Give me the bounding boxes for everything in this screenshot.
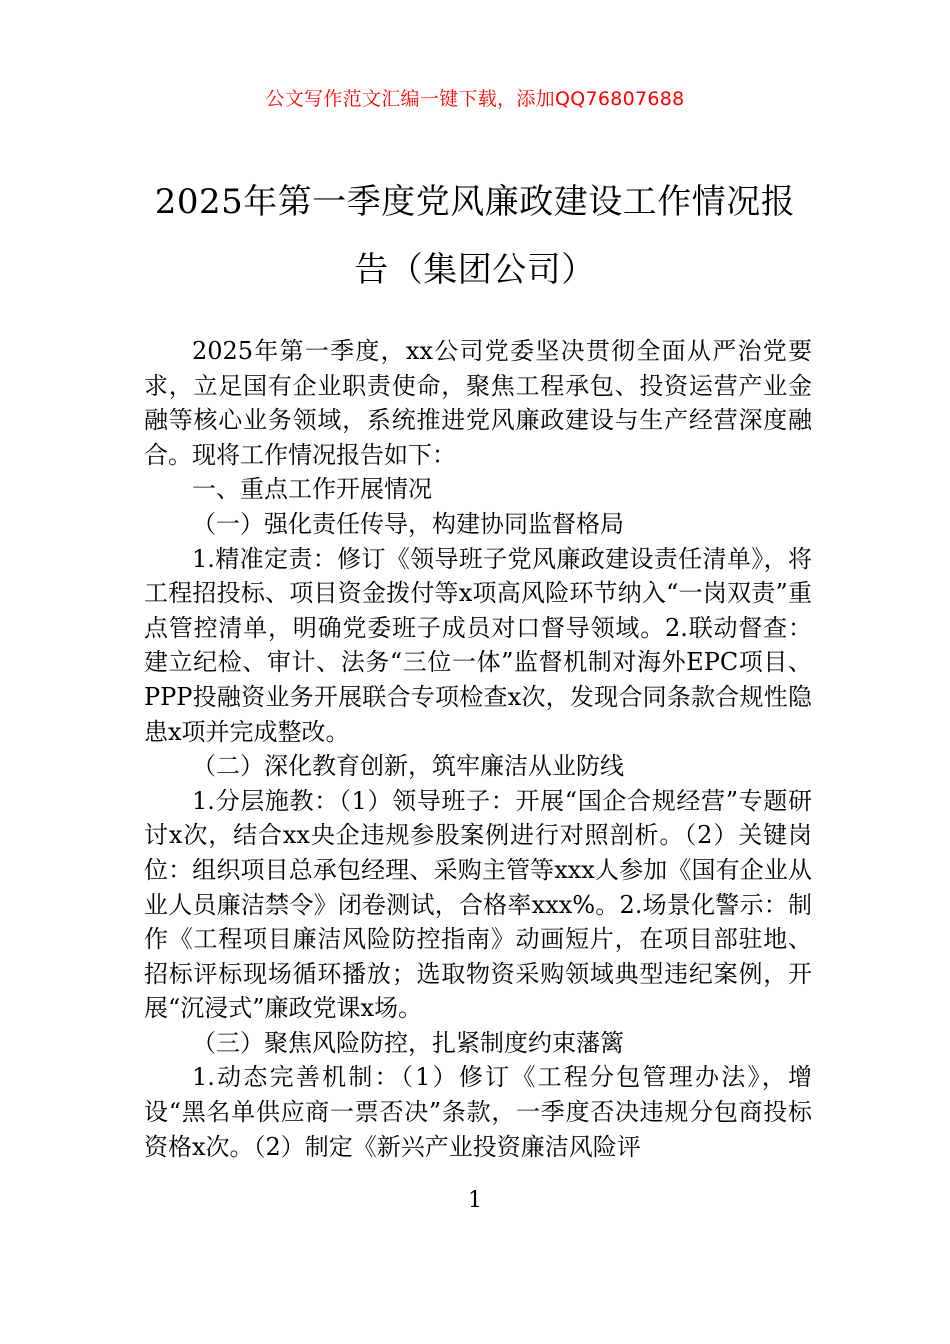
subsection-heading-2: （二）深化教育创新，筑牢廉洁从业防线 bbox=[192, 752, 624, 781]
subsection-heading-3: （三）聚焦风险防控，扎紧制度约束藩篱 bbox=[192, 1028, 624, 1057]
intro-paragraph: 2025年第一季度，xx公司党委坚决贯彻全面从严治党要求，立足国有企业职责使命，聚焦工程承包、投资运营产业金融等核心业务领域，系统推进党风廉政建设与生产经营深度融合。现将工作情况报告如下： bbox=[144, 337, 812, 469]
title-line-2: 告（集团公司） bbox=[354, 250, 596, 290]
subsection-heading-1: （一）强化责任传导，构建协同监督格局 bbox=[192, 509, 624, 538]
paragraph-2: 1.分层施教：（1）领导班子：开展“国企合规经营”专题研讨x次，结合xx央企违规参股案例进行对照剖析。（2）关键岗位：组织项目总承包经理、采购主管等xxx人参加《国有企业从业人员廉洁禁令》闭卷测试，合格率xxx%。2.场景化警示：制作《工程项目廉洁风险防控指南》动画短片，在项目部驻地、招标评标现场循环播放；选取物资采购领域典型违纪案例，开展“沉浸式”廉政党课x场。 bbox=[144, 786, 812, 1023]
paragraph-3: 1.动态完善机制：（1）修订《工程分包管理办法》，增设“黑名单供应商一票否决”条款，一季度否决违规分包商投标资格x次。（2）制定《新兴产业投资廉洁风险评 bbox=[144, 1063, 812, 1161]
download-banner: 公文写作范文汇编一键下载，添加QQ76807688 bbox=[265, 88, 685, 110]
title-line-1: 2025年第一季度党风廉政建设工作情况报 bbox=[154, 182, 796, 222]
paragraph-1: 1.精准定责：修订《领导班子党风廉政建设责任清单》，将工程招投标、项目资金拨付等x项高风险环节纳入“一岗双责”重点管控清单，明确党委班子成员对口督导领域。2.联动督查：建立纪检、审计、法务“三位一体”监督机制对海外EPC项目、PPP投融资业务开展联合专项检查x次，发现合同条款合规性隐患x项并完成整改。 bbox=[144, 544, 812, 746]
document-title bbox=[130, 168, 820, 304]
page-number: 1 bbox=[468, 1188, 482, 1213]
document-body bbox=[144, 334, 812, 1164]
section-heading-1: 一、重点工作开展情况 bbox=[192, 475, 432, 504]
